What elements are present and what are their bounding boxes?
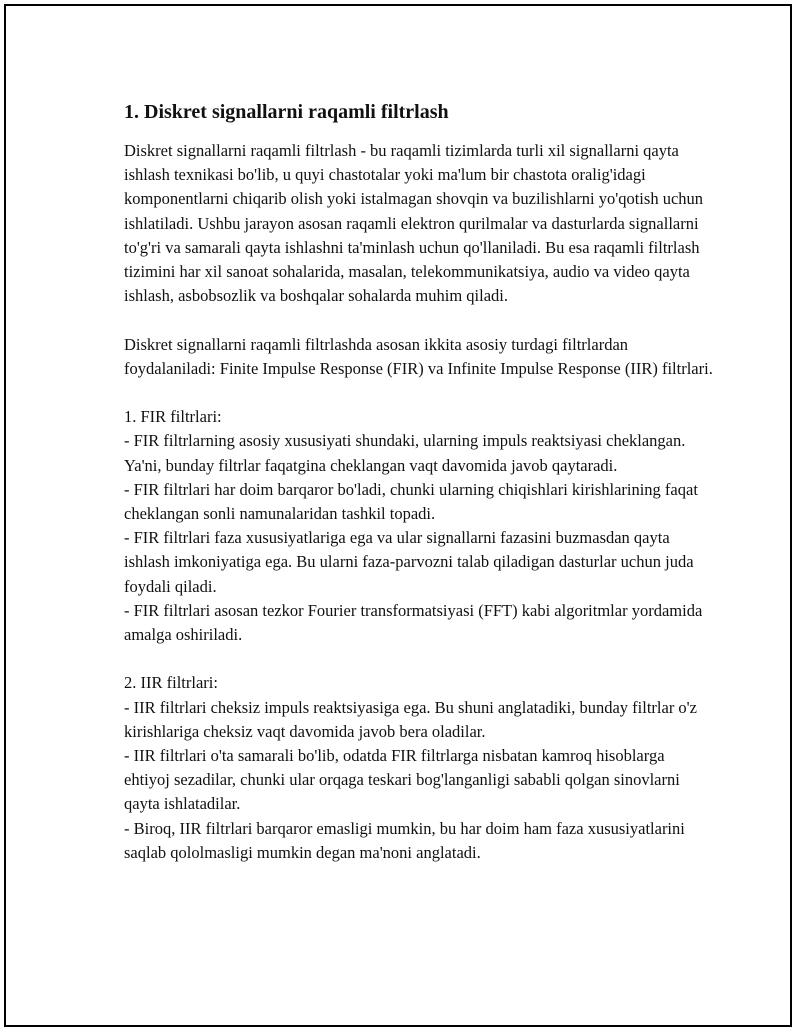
page-frame — [4, 4, 792, 1027]
fir-item: - FIR filtrlari har doim barqaror bo'ladi, chunki ularning chiqishlari kirishlarining faqat cheklangan sonli namunalaridan tashkil topadi. — [124, 479, 698, 524]
iir-item: - IIR filtrlari o'ta samarali bo'lib, odatda FIR filtrlarga nisbatan kamroq hisoblarga ehtiyoj sezadilar, chunki ular orqaga teskari bog'langanligi sababli qolgan sinovlarni qayta ishlatadilar. — [124, 746, 680, 814]
iir-item: - IIR filtrlari cheksiz impuls reaktsiyasiga ega. Bu shuni anglatadiki, bunday filtrlar o'z kirishlariga cheksiz vaqt davomida javob bera oladilar. — [124, 697, 697, 741]
filter-types-paragraph: Diskret signallarni raqamli filtrlashda asosan ikkita asosiy turdagi filtrlardan foydalaniladi: Finite Impulse Response (FIR) va Infinite Impulse Response (IIR) filtrlari. — [124, 334, 713, 378]
fir-section-heading: 1. FIR filtrlari: — [124, 407, 222, 427]
fir-section — [124, 405, 714, 647]
iir-item: - Biroq, IIR filtrlari barqaror emasligi mumkin, bu har doim ham faza xususiyatlarini saqlab qololmasligi mumkin degan ma'noni anglatadi. — [124, 818, 685, 862]
document-title: 1. Diskret signallarni raqamli filtrlash — [124, 101, 449, 123]
fir-item: - FIR filtrlarning asosiy xususiyati shundaki, ularning impuls reaktsiyasi cheklangan. Ya'ni, bunday filtrlar faqatgina cheklangan vaqt davomida javob qaytaradi. — [124, 431, 686, 475]
iir-section — [124, 671, 714, 865]
intro-paragraph: Diskret signallarni raqamli filtrlash - bu raqamli tizimlarda turli xil signallarni qayta ishlash texnikasi bo'lib, u quyi chastotalar yoki ma'lum bir chastota oralig'idagi komponentlarni chiqarib olish yoki istalmagan shovqin va buzilishlarni yo'qotish uchun ishlatiladi. Ushbu jarayon asosan raqamli elektron qurilmalar va dasturlarda signallarni to'g'ri va samarali qayta ishlashni ta'minlash uchun qo'llaniladi. Bu esa raqamli filtrlash tizimini har xil sanoat sohalarida, masalan, telekommunikatsiya, audio va video qayta ishlash, asbobsozlik va boshqalar sohalarda muhim qiladi. — [124, 141, 704, 306]
document-body — [124, 99, 714, 865]
iir-section-heading: 2. IIR filtrlari: — [124, 673, 218, 693]
fir-item: - FIR filtrlari faza xususiyatlariga ega va ular signallarni fazasini buzmasdan qayta ishlash imkoniyatiga ega. Bu ularni faza-parvozni talab qiladigan dasturlar uchun juda foydali qiladi. — [124, 528, 694, 596]
fir-item: - FIR filtrlari asosan tezkor Fourier transformatsiyasi (FFT) kabi algoritmlar yordamida amalga oshiriladi. — [124, 600, 703, 645]
